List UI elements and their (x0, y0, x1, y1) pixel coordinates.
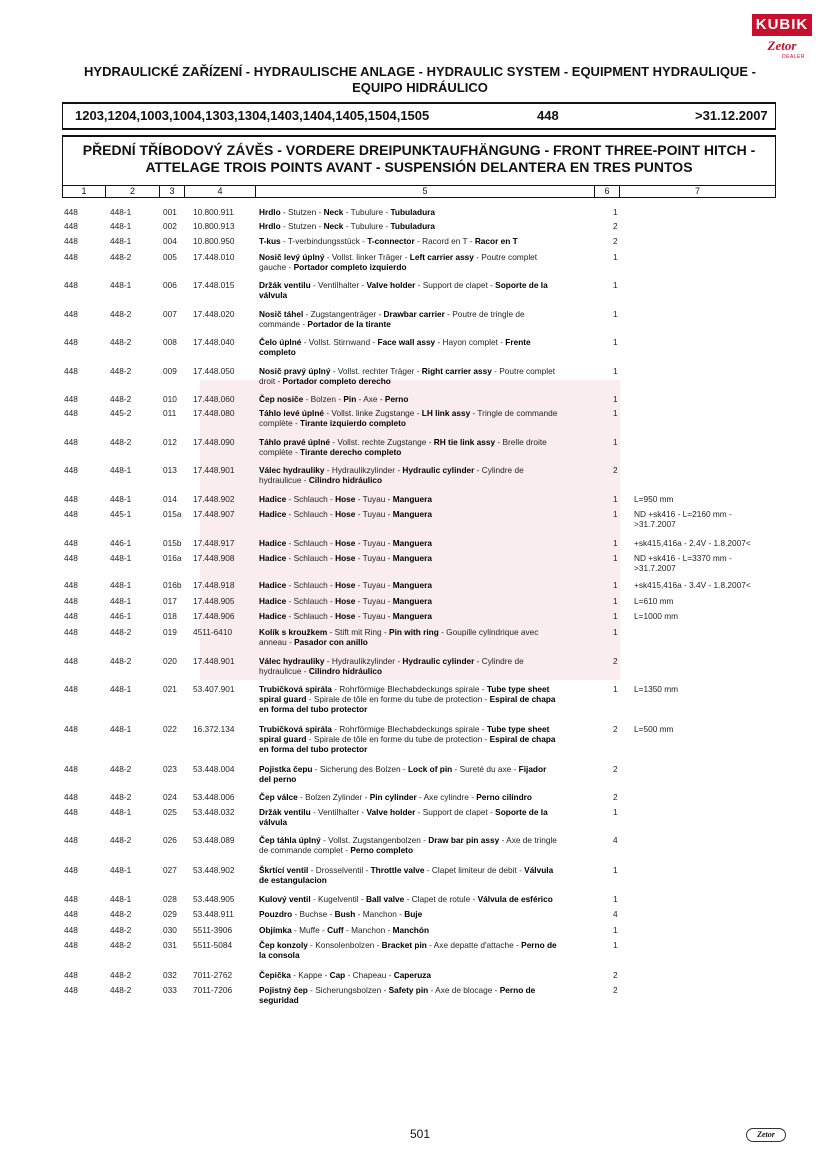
group-cell: 448 (64, 553, 78, 563)
figure-cell: 448-2 (110, 627, 132, 637)
position-cell: 006 (163, 280, 177, 290)
part-number-cell: 17.448.905 (193, 596, 235, 606)
part-number-cell: 53.407.901 (193, 684, 235, 694)
quantity-cell: 1 (613, 894, 618, 904)
group-cell: 448 (64, 309, 78, 319)
description-cell: Nosič táhel - Zugstangenträger - Drawbar carrier - Poutre de tringle de commande - Portador de la tirante (259, 309, 525, 329)
part-number-cell: 5511-5084 (193, 940, 233, 950)
description-cell: Hadice - Schlauch - Hose - Tuyau - Manguera (259, 580, 432, 590)
description-cell: Čep nosiče - Bolzen - Pin - Axe - Perno (259, 394, 409, 404)
figure-cell: 448-1 (110, 807, 132, 817)
figure-cell: 448-1 (110, 221, 132, 231)
group-cell: 448 (64, 724, 78, 734)
column-header-6: 6 (595, 186, 620, 197)
model-list: 1203,1204,1003,1004,1303,1304,1403,1404,1405,1504,1505 (75, 108, 430, 123)
group-cell: 448 (64, 656, 78, 666)
description-cell: Čelo úplné - Vollst. Stirnwand - Face wall assy - Hayon complet - Frente completo (259, 337, 531, 357)
description-cell: Hadice - Schlauch - Hose - Tuyau - Manguera (259, 596, 432, 606)
quantity-cell: 1 (613, 596, 618, 606)
column-header-4: 4 (185, 186, 256, 197)
quantity-cell: 2 (613, 236, 618, 246)
logo-dealer: DEALER (782, 54, 806, 60)
quantity-cell: 1 (613, 611, 618, 621)
group-cell: 448 (64, 408, 78, 418)
figure-cell: 448-2 (110, 835, 132, 845)
section-title-box (62, 135, 776, 187)
position-cell: 020 (163, 656, 177, 666)
quantity-cell: 1 (613, 309, 618, 319)
quantity-cell: 2 (613, 465, 618, 475)
logo-zetor: Zetor (767, 38, 797, 53)
column-header-7: 7 (694, 186, 700, 196)
quantity-cell: 1 (613, 925, 618, 935)
quantity-cell: 2 (613, 985, 618, 995)
part-number-cell: 4511-6410 (193, 627, 233, 637)
group-cell: 448 (64, 807, 78, 817)
figure-cell: 448-2 (110, 656, 132, 666)
description-cell: Kulový ventil - Kugelventil - Ball valve - Clapet de rotule - Válvula de esférico (259, 894, 553, 904)
figure-cell: 448-2 (110, 909, 132, 919)
part-number-cell: 17.448.090 (193, 437, 235, 447)
quantity-cell: 1 (613, 394, 618, 404)
figure-cell: 446-1 (110, 611, 132, 621)
part-number-cell: 53.448.032 (193, 807, 235, 817)
figure-cell: 448-1 (110, 207, 132, 217)
figure-cell: 448-2 (110, 309, 132, 319)
part-number-cell: 10.800.911 (193, 207, 234, 217)
position-cell: 028 (163, 894, 177, 904)
figure-cell: 448-1 (110, 465, 132, 475)
part-number-cell: 5511-3906 (193, 925, 233, 935)
quantity-cell: 1 (613, 553, 618, 563)
quantity-cell: 1 (613, 940, 618, 950)
part-number-cell: 17.448.901 (193, 656, 235, 666)
description-cell: Hadice - Schlauch - Hose - Tuyau - Manguera (259, 553, 432, 563)
quantity-cell: 1 (613, 437, 618, 447)
part-number-cell: 17.448.918 (193, 580, 235, 590)
group-cell: 448 (64, 970, 78, 980)
description-cell: Hadice - Schlauch - Hose - Tuyau - Manguera (259, 611, 432, 621)
remark-cell: L=950 mm (634, 494, 674, 504)
part-number-cell: 17.448.010 (193, 252, 235, 262)
figure-cell: 448-1 (110, 580, 132, 590)
description-cell: Táhlo levé úplné - Vollst. linke Zugstange - LH link assy - Tringle de commande complète - Tirante izquierdo completo (259, 408, 558, 428)
position-cell: 032 (163, 970, 177, 980)
quantity-cell: 1 (613, 684, 618, 694)
description-cell: Hadice - Schlauch - Hose - Tuyau - Manguera (259, 538, 432, 548)
group-cell: 448 (64, 940, 78, 950)
position-cell: 012 (163, 437, 177, 447)
description-cell: Trubičková spirála - Rohrförmige Blechabdeckungs spirale - Tube type sheet spiral guard - Spirale de tôle en forme du tube de protection - Espiral de chapa en forma del tubo protector (259, 684, 556, 714)
description-cell: Kolík s kroužkem - Stift mit Ring - Pin with ring - Goupille cylindrique avec anneau - Pasador con anillo (259, 627, 539, 647)
kubik-zetor-logo (752, 14, 812, 64)
figure-cell: 448-1 (110, 494, 132, 504)
quantity-cell: 2 (613, 970, 618, 980)
part-number-cell: 53.448.004 (193, 764, 235, 774)
description-cell: Válec hydrauliky - Hydraulikzylinder - Hydraulic cylinder - Cylindre de hydraulicue - Cilindro hidráulico (259, 656, 524, 676)
position-cell: 016a (163, 553, 182, 563)
position-cell: 017 (163, 596, 177, 606)
section-title-line2: ATTELAGE TROIS POINTS AVANT - SUSPENSIÓN DELANTERA EN TRES PUNTOS (145, 159, 693, 175)
description-cell: Nosič levý úplný - Vollst. linker Träger - Left carrier assy - Poutre complet gauche - Portador completo izquierdo (259, 252, 538, 272)
position-cell: 031 (163, 940, 177, 950)
position-cell: 016b (163, 580, 182, 590)
part-number-cell: 17.448.060 (193, 394, 235, 404)
description-cell: Hadice - Schlauch - Hose - Tuyau - Manguera (259, 494, 432, 504)
part-number-cell: 17.448.901 (193, 465, 235, 475)
page-title (40, 64, 800, 96)
position-cell: 015b (163, 538, 182, 548)
quantity-cell: 1 (613, 509, 618, 519)
group-cell: 448 (64, 925, 78, 935)
remark-cell: ND +sk416 - L=2160 mm - >31.7.2007 (634, 509, 732, 529)
quantity-cell: 1 (613, 366, 618, 376)
group-cell: 448 (64, 611, 78, 621)
validity-date: >31.12.2007 (695, 108, 768, 123)
position-cell: 019 (163, 627, 177, 637)
remark-cell: +sk415,416a - 2.4V - 1.8.2007< (634, 538, 751, 548)
part-number-cell: 10.800.913 (193, 221, 235, 231)
part-number-cell: 16.372.134 (193, 724, 235, 734)
figure-cell: 448-2 (110, 970, 132, 980)
position-cell: 009 (163, 366, 177, 376)
part-number-cell: 17.448.906 (193, 611, 235, 621)
quantity-cell: 1 (613, 337, 618, 347)
group-cell: 448 (64, 252, 78, 262)
group-cell: 448 (64, 835, 78, 845)
figure-cell: 448-2 (110, 940, 132, 950)
group-cell: 448 (64, 465, 78, 475)
figure-cell: 448-2 (110, 764, 132, 774)
quantity-cell: 1 (613, 207, 618, 217)
part-number-cell: 17.448.917 (193, 538, 235, 548)
position-cell: 027 (163, 865, 177, 875)
description-cell: Hrdlo - Stutzen - Neck - Tubulure - Tubuladura (259, 221, 436, 231)
figure-cell: 448-1 (110, 894, 132, 904)
description-cell: Pojistka čepu - Sicherung des Bolzen - Lock of pin - Sureté du axe - Fijador del perno (259, 764, 547, 784)
figure-cell: 446-1 (110, 538, 132, 548)
quantity-cell: 4 (613, 909, 618, 919)
figure-cell: 448-2 (110, 985, 132, 995)
position-cell: 007 (163, 309, 177, 319)
description-cell: T-kus - T-verbindungsstück - T-connector - Racord en T - Racor en T (259, 236, 518, 246)
position-cell: 005 (163, 252, 177, 262)
description-cell: Držák ventilu - Ventilhalter - Valve holder - Support de clapet - Soporte de la válvula (259, 280, 548, 300)
position-cell: 029 (163, 909, 177, 919)
position-cell: 002 (163, 221, 177, 231)
column-header-3: 3 (160, 186, 185, 197)
description-cell: Hrdlo - Stutzen - Neck - Tubulure - Tubuladura (259, 207, 436, 217)
quantity-cell: 1 (613, 408, 618, 418)
position-cell: 013 (163, 465, 177, 475)
position-cell: 010 (163, 394, 177, 404)
group-cell: 448 (64, 538, 78, 548)
figure-cell: 445-1 (110, 509, 132, 519)
footer-zetor-logo: Zetor (746, 1128, 786, 1142)
quantity-cell: 1 (613, 538, 618, 548)
group-cell: 448 (64, 394, 78, 404)
part-number-cell: 7011-2762 (193, 970, 233, 980)
position-cell: 014 (163, 494, 177, 504)
part-number-cell: 53.448.089 (193, 835, 235, 845)
group-cell: 448 (64, 337, 78, 347)
description-cell: Trubičková spirála - Rohrförmige Blechabdeckungs spirale - Tube type sheet spiral guard - Spirale de tôle en forme du tube de protection - Espiral de chapa en forma del tubo protector (259, 724, 556, 754)
quantity-cell: 1 (613, 252, 618, 262)
column-header-1: 1 (63, 186, 106, 197)
group-cell: 448 (64, 792, 78, 802)
figure-cell: 448-2 (110, 394, 132, 404)
part-number-cell: 53.448.902 (193, 865, 235, 875)
description-cell: Hadice - Schlauch - Hose - Tuyau - Manguera (259, 509, 432, 519)
group-cell: 448 (64, 236, 78, 246)
group-cell: 448 (64, 985, 78, 995)
figure-cell: 448-1 (110, 684, 132, 694)
quantity-cell: 2 (613, 724, 618, 734)
group-cell: 448 (64, 596, 78, 606)
part-number-cell: 17.448.902 (193, 494, 235, 504)
quantity-cell: 2 (613, 656, 618, 666)
position-cell: 001 (163, 207, 177, 217)
position-cell: 004 (163, 236, 177, 246)
group-cell: 448 (64, 865, 78, 875)
remark-cell: L=1000 mm (634, 611, 679, 621)
figure-cell: 448-2 (110, 252, 132, 262)
remark-cell: L=500 mm (634, 724, 674, 734)
column-header-2: 2 (106, 186, 160, 197)
part-number-cell: 53.448.905 (193, 894, 235, 904)
group-cell: 448 (64, 580, 78, 590)
group-cell: 448 (64, 684, 78, 694)
quantity-cell: 1 (613, 627, 618, 637)
page-number: 501 (409, 1127, 431, 1141)
position-cell: 018 (163, 611, 177, 621)
part-number-cell: 7011-7206 (193, 985, 233, 995)
group-cell: 448 (64, 509, 78, 519)
model-box (62, 102, 776, 130)
quantity-cell: 2 (613, 764, 618, 774)
position-cell: 015a (163, 509, 182, 519)
remark-cell: L=610 mm (634, 596, 674, 606)
part-number-cell: 53.448.911 (193, 909, 234, 919)
description-cell: Držák ventilu - Ventilhalter - Valve holder - Support de clapet - Soporte de la válvula (259, 807, 548, 827)
quantity-cell: 1 (613, 494, 618, 504)
position-cell: 033 (163, 985, 177, 995)
description-cell: Válec hydrauliky - Hydraulikzylinder - Hydraulic cylinder - Cylindre de hydraulicue - Cilindro hidráulico (259, 465, 524, 485)
part-number-cell: 53.448.006 (193, 792, 235, 802)
group-cell: 448 (64, 221, 78, 231)
position-cell: 011 (163, 408, 177, 418)
position-cell: 024 (163, 792, 177, 802)
remark-cell: ND +sk416 - L=3370 mm - >31.7.2007 (634, 553, 732, 573)
logo-brand: KUBIK (752, 14, 812, 36)
column-header-5: 5 (256, 186, 595, 197)
part-number-cell: 17.448.015 (193, 280, 235, 290)
part-number-cell: 17.448.907 (193, 509, 235, 519)
group-cell: 448 (64, 764, 78, 774)
part-number-cell: 17.448.020 (193, 309, 235, 319)
group-cell: 448 (64, 894, 78, 904)
description-cell: Pojistný čep - Sicherungsbolzen - Safety pin - Axe de blocage - Perno de seguridad (259, 985, 536, 1005)
position-cell: 030 (163, 925, 177, 935)
section-title-line1: PŘEDNÍ TŘÍBODOVÝ ZÁVĚS - VORDERE DREIPUNKTAUFHÄNGUNG - FRONT THREE-POINT HITCH - (82, 142, 756, 158)
part-number-cell: 17.448.050 (193, 366, 235, 376)
description-cell: Čepička - Kappe - Cap - Chapeau - Caperuza (259, 970, 432, 980)
description-cell: Nosič pravý úplný - Vollst. rechter Träger - Right carrier assy - Poutre complet droit - Portador completo derecho (259, 366, 556, 386)
position-cell: 023 (163, 764, 177, 774)
quantity-cell: 1 (613, 280, 618, 290)
figure-cell: 448-1 (110, 865, 132, 875)
position-cell: 022 (163, 724, 177, 734)
figure-cell: 448-1 (110, 553, 132, 563)
figure-cell: 448-2 (110, 437, 132, 447)
group-cell: 448 (64, 494, 78, 504)
remark-cell: L=1350 mm (634, 684, 679, 694)
description-cell: Objímka - Muffe - Cuff - Manchon - Manchón (259, 925, 430, 935)
group-cell: 448 (64, 280, 78, 290)
description-cell: Pouzdro - Buchse - Bush - Manchon - Buje (259, 909, 423, 919)
figure-cell: 448-2 (110, 366, 132, 376)
group-number: 448 (537, 108, 559, 123)
part-number-cell: 17.448.080 (193, 408, 235, 418)
description-cell: Čep válce - Bolzen Zylinder - Pin cylinder - Axe cylindre - Perno cilíndro (259, 792, 532, 802)
position-cell: 026 (163, 835, 177, 845)
figure-cell: 448-1 (110, 236, 132, 246)
group-cell: 448 (64, 437, 78, 447)
figure-cell: 448-2 (110, 925, 132, 935)
quantity-cell: 4 (613, 835, 618, 845)
description-cell: Čep konzoly - Konsolenbolzen - Bracket pin - Axe depatte d'attache - Perno de la consola (259, 940, 557, 960)
group-cell: 448 (64, 366, 78, 376)
quantity-cell: 1 (613, 807, 618, 817)
part-number-cell: 10.800.950 (193, 236, 235, 246)
figure-cell: 448-1 (110, 596, 132, 606)
page-title-line1: HYDRAULICKÉ ZAŘÍZENÍ - HYDRAULISCHE ANLAGE - HYDRAULIC SYSTEM - EQUIPMENT HYDRAULIQUE - (84, 64, 756, 79)
figure-cell: 448-2 (110, 792, 132, 802)
group-cell: 448 (64, 909, 78, 919)
figure-cell: 448-1 (110, 724, 132, 734)
description-cell: Táhlo pravé úplné - Vollst. rechte Zugstange - RH tie link assy - Brelle droite complète - Tirante derecho completo (259, 437, 547, 457)
figure-cell: 448-2 (110, 337, 132, 347)
page-title-line2: EQUIPO HIDRÁULICO (352, 80, 488, 95)
position-cell: 008 (163, 337, 177, 347)
quantity-cell: 2 (613, 792, 618, 802)
description-cell: Čep táhla úplný - Vollst. Zugstangenbolzen - Draw bar pin assy - Axe de tringle de commande complet - Perno completo (259, 835, 557, 855)
part-number-cell: 17.448.908 (193, 553, 235, 563)
remark-cell: +sk415,416a - 3.4V - 1.8.2007< (634, 580, 751, 590)
position-cell: 021 (163, 684, 177, 694)
column-header-row (62, 185, 776, 198)
position-cell: 025 (163, 807, 177, 817)
quantity-cell: 1 (613, 865, 618, 875)
quantity-cell: 2 (613, 221, 618, 231)
group-cell: 448 (64, 207, 78, 217)
part-number-cell: 17.448.040 (193, 337, 235, 347)
figure-cell: 445-2 (110, 408, 132, 418)
group-cell: 448 (64, 627, 78, 637)
figure-cell: 448-1 (110, 280, 132, 290)
quantity-cell: 1 (613, 580, 618, 590)
description-cell: Škrtící ventil - Drosselventil - Throttle valve - Clapet limiteur de debit - Válvula de estangulacion (259, 865, 554, 885)
